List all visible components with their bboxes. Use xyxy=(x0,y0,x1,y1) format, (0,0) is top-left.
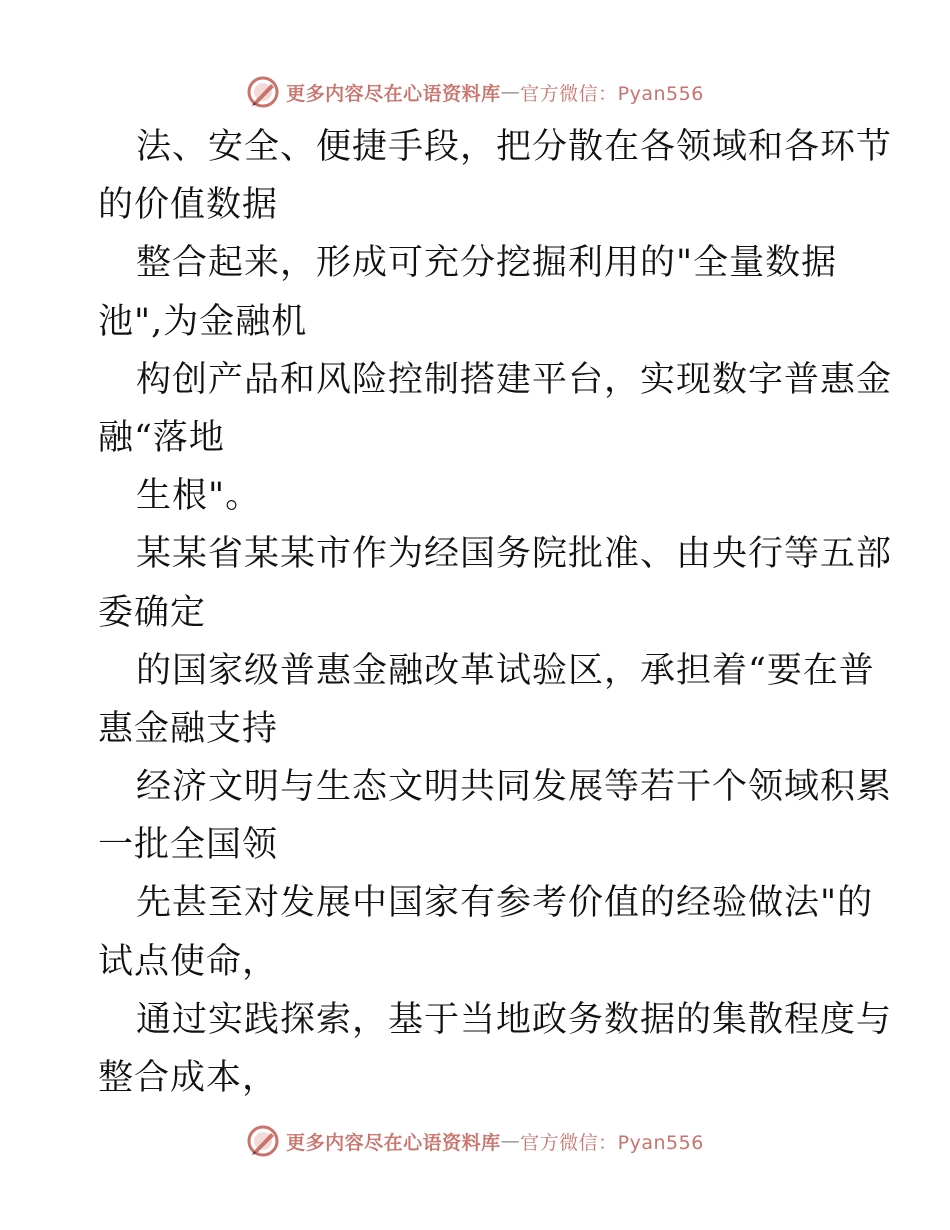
text-line: 池",为金融机 xyxy=(98,301,308,342)
text-line: 经济文明与生态文明共同发展等若干个领域积累 xyxy=(136,767,893,808)
text-line: 先甚至对发展中国家有参考价值的经验做法"的 xyxy=(136,883,874,924)
header-brand: 更多内容尽在心语资料库 xyxy=(286,82,501,105)
text-line: 法、安全、便捷手段，把分散在各领域和各环节 xyxy=(136,127,893,167)
text-line: 试点使命， xyxy=(98,941,279,982)
text-line: 生根"。 xyxy=(136,476,262,517)
footer-brand: 更多内容尽在心语资料库 xyxy=(286,1131,501,1154)
text-line: 惠金融支持 xyxy=(98,708,279,749)
text-line: 的国家级普惠金融改革试验区，承担着“要在普 xyxy=(136,650,875,691)
footer-watermark xyxy=(0,1121,950,1161)
document-body xyxy=(98,118,893,1107)
text-line: 委确定 xyxy=(98,592,207,633)
text-line: 一批全国领 xyxy=(98,825,279,866)
header-separator: — xyxy=(500,81,521,103)
text-line: 构创产品和风险控制搭建平台，实现数字普惠金 xyxy=(136,359,893,400)
text-line: 融“落地 xyxy=(98,417,225,458)
header-watermark xyxy=(0,72,950,112)
pen-logo-icon xyxy=(246,75,280,109)
footer-separator: — xyxy=(500,1130,521,1152)
text-line: 整合成本， xyxy=(98,1058,279,1098)
text-line: 整合起来，形成可充分挖掘利用的"全量数据 xyxy=(136,243,838,284)
text-line: 的价值数据 xyxy=(98,185,279,226)
header-contact: 官方微信：Pyan556 xyxy=(520,82,704,105)
text-line: 通过实践探索，基于当地政务数据的集散程度与 xyxy=(136,999,893,1040)
footer-contact: 官方微信：Pyan556 xyxy=(520,1131,704,1154)
text-line: 某某省某某市作为经国务院批准、由央行等五部 xyxy=(136,534,893,575)
pen-logo-icon xyxy=(246,1124,280,1158)
